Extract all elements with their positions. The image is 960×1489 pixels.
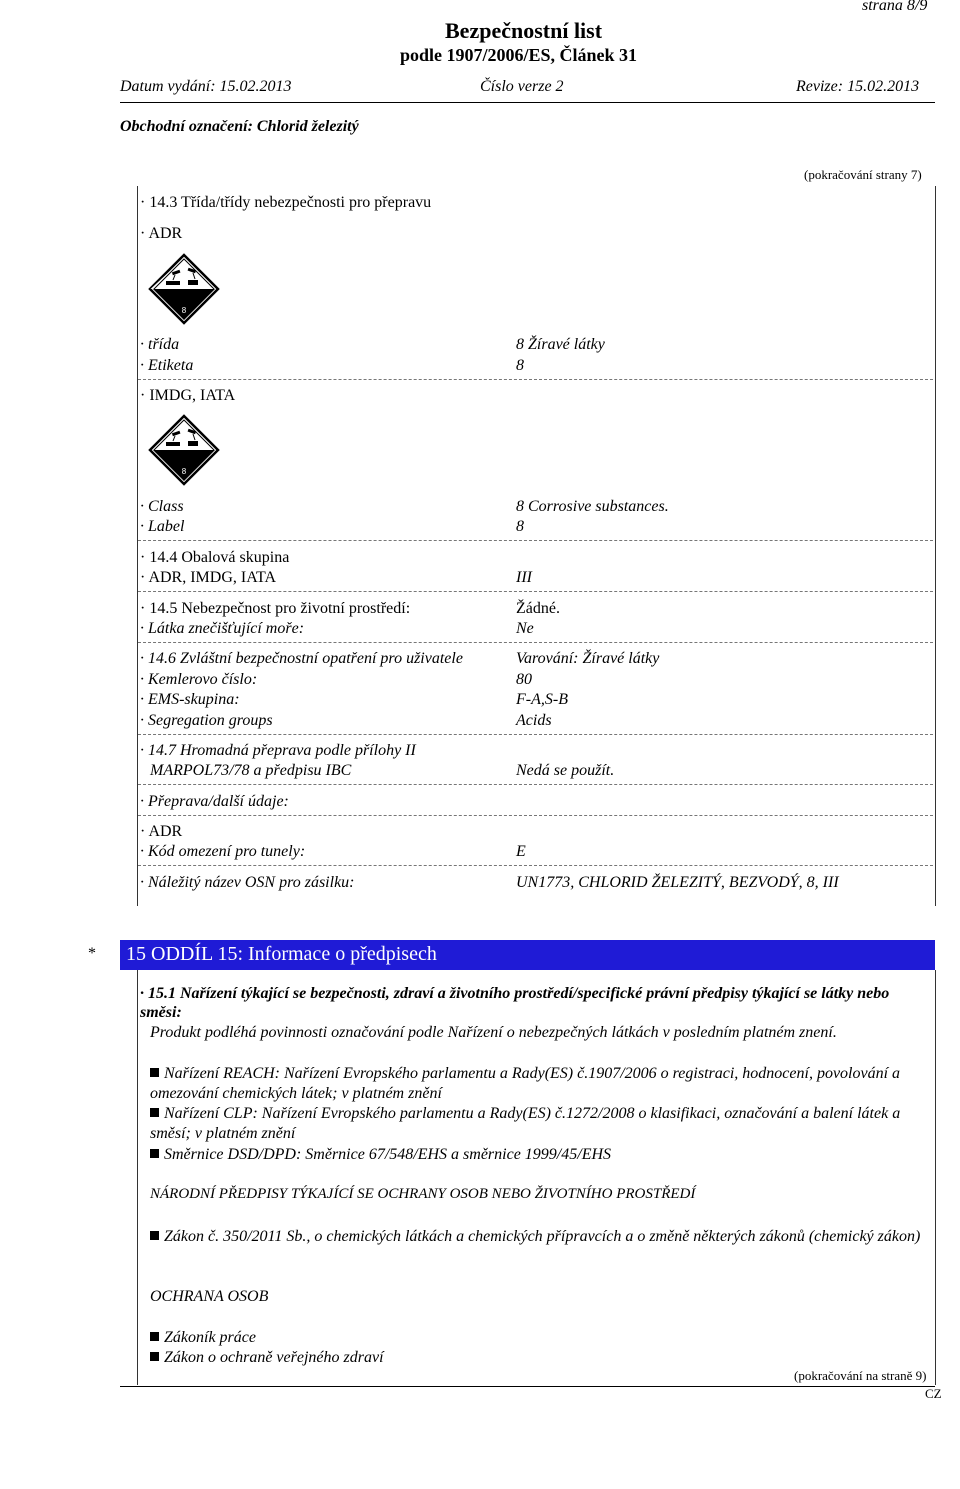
segregation-value: Acids	[516, 712, 552, 729]
marine-pollutant-label: · Látka znečišťující moře:	[140, 620, 305, 637]
section-15-1-heading: · 15.1 Nařízení týkající se bezpečnosti, zdraví a životního prostředí/specifické právní předpisy týkající se látky nebo směsi:	[140, 985, 890, 1021]
trade-name: Obchodní označení: Chlorid železitý	[120, 118, 359, 135]
page-number: strana 8/9	[862, 0, 928, 14]
square-bullet-icon	[150, 1068, 159, 1077]
regulation-text: Zákoník práce	[164, 1329, 256, 1346]
regulation-item	[150, 1104, 935, 1144]
version-number: Číslo verze 2	[480, 78, 564, 95]
square-bullet-icon	[150, 1231, 159, 1240]
section-14-6-value: Varování: Žíravé látky	[516, 650, 660, 667]
square-bullet-icon	[150, 1108, 159, 1117]
issue-date: Datum vydání: 15.02.2013	[120, 78, 292, 95]
section-14-6-heading: · 14.6 Zvláštní bezpečnostní opatření pro uživatele	[140, 650, 463, 667]
regulation-item	[150, 1329, 256, 1347]
regulation-item	[150, 1349, 384, 1367]
regulation-text: Nařízení REACH: Nařízení Evropského parlamentu a Rady(ES) č.1907/2006 o registraci, hodnocení, povolování a omezování chemických látek; v platném znění	[150, 1065, 901, 1102]
segregation-label: · Segregation groups	[140, 712, 273, 729]
un-name-label: · Náležitý název OSN pro zásilku:	[140, 874, 355, 891]
class-value: 8 Corrosive substances.	[516, 498, 669, 515]
section-15-1-text: Produkt podléhá povinnosti označování podle Nařízení o nebezpečných látkách v posledním platném znení.	[150, 1024, 837, 1041]
label-value: 8	[516, 518, 524, 535]
marine-pollutant-value: Ne	[516, 620, 534, 637]
class-label: · Class	[140, 498, 184, 515]
adr-label: · ADR	[140, 225, 183, 242]
packing-group-label: · ADR, IMDG, IATA	[140, 569, 277, 586]
language-code: CZ	[925, 1386, 942, 1401]
divider	[138, 784, 933, 785]
document-subtitle: podle 1907/2006/ES, Článek 31	[400, 45, 638, 65]
section-14-5-heading: · 14.5 Nebezpečnost pro životní prostředí:	[140, 600, 411, 617]
divider	[138, 379, 933, 380]
ems-value: F-A,S-B	[516, 691, 568, 708]
revision-date: Revize: 15.02.2013	[796, 78, 920, 95]
header-rule	[120, 102, 935, 103]
divider	[138, 815, 933, 816]
corrosive-icon	[148, 414, 220, 486]
regulation-text: Zákon o ochraně veřejného zdraví	[164, 1349, 384, 1366]
regulation-item	[150, 1064, 935, 1104]
square-bullet-icon	[150, 1332, 159, 1341]
corrosive-icon	[148, 253, 220, 325]
svg-text:8: 8	[181, 306, 187, 315]
un-name-value: UN1773, CHLORID ŽELEZITÝ, BEZVODÝ, 8, III	[516, 874, 839, 891]
regulation-text: Směrnice DSD/DPD: Směrnice 67/548/EHS a směrnice 1999/45/EHS	[164, 1146, 612, 1163]
divider	[138, 540, 933, 541]
square-bullet-icon	[150, 1352, 159, 1361]
personal-protection-heading: OCHRANA OSOB	[150, 1288, 269, 1305]
etiketa-value: 8	[516, 357, 524, 374]
kemler-value: 80	[516, 671, 532, 688]
divider	[138, 591, 933, 592]
national-regulations-heading: NÁRODNÍ PŘEDPISY TÝKAJÍCÍ SE OCHRANY OSOB NEBO ŽIVOTNÍHO PROSTŘEDÍ	[150, 1186, 696, 1202]
packing-group-value: III	[516, 569, 532, 586]
svg-text:8: 8	[181, 467, 187, 476]
regulation-text: Nařízení CLP: Nařízení Evropského parlamentu a Rady(ES) č.1272/2008 o klasifikaci, označování a balení látek a směsí; v platném znění	[150, 1105, 901, 1142]
divider	[138, 642, 933, 643]
trida-label: · třída	[140, 336, 180, 353]
divider	[138, 865, 933, 866]
corrosive-pictogram-adr	[148, 253, 220, 330]
section-14-4-heading: · 14.4 Obalová skupina	[140, 549, 290, 566]
document-title: Bezpečnostní list	[445, 18, 603, 43]
section-14-5-value: Žádné.	[516, 600, 560, 617]
section-14-7-value: Nedá se použít.	[516, 762, 615, 779]
trida-value: 8 Žíravé látky	[516, 336, 605, 353]
continued-to: (pokračování na straně 9)	[794, 1368, 927, 1383]
divider	[138, 734, 933, 735]
section-15-header	[120, 940, 935, 970]
label-label: · Label	[140, 518, 185, 535]
regulation-item	[150, 1145, 935, 1165]
tunnel-code-label: · Kód omezení pro tunely:	[140, 843, 306, 860]
section-14-7-heading-line1: · 14.7 Hromadná přeprava podle přílohy II	[140, 742, 416, 759]
section-14-7-heading-line2: MARPOL73/78 a předpisu IBC	[150, 762, 352, 779]
revision-marker: *	[88, 945, 96, 962]
square-bullet-icon	[150, 1149, 159, 1158]
footer-rule	[120, 1386, 935, 1387]
ems-label: · EMS-skupina:	[140, 691, 240, 708]
etiketa-label: · Etiketa	[140, 357, 194, 374]
kemler-label: · Kemlerovo číslo:	[140, 671, 258, 688]
tunnel-code-value: E	[516, 843, 526, 860]
continued-from: (pokračování strany 7)	[804, 167, 922, 182]
imdg-iata-label: · IMDG, IATA	[140, 387, 236, 404]
corrosive-pictogram-imdg	[148, 414, 220, 491]
adr-label-2: · ADR	[140, 823, 183, 840]
regulation-item	[150, 1226, 935, 1247]
regulation-text: Zákon č. 350/2011 Sb., o chemických látkách a chemických přípravcích a o změně některých zákonů (chemický zákon)	[164, 1228, 921, 1245]
section-15-title: 15 ODDÍL 15: Informace o předpisech	[126, 943, 437, 965]
section-14-3-heading: · 14.3 Třída/třídy nebezpečnosti pro přepravu	[140, 194, 432, 211]
transport-other-heading: · Přeprava/další údaje:	[140, 793, 289, 810]
